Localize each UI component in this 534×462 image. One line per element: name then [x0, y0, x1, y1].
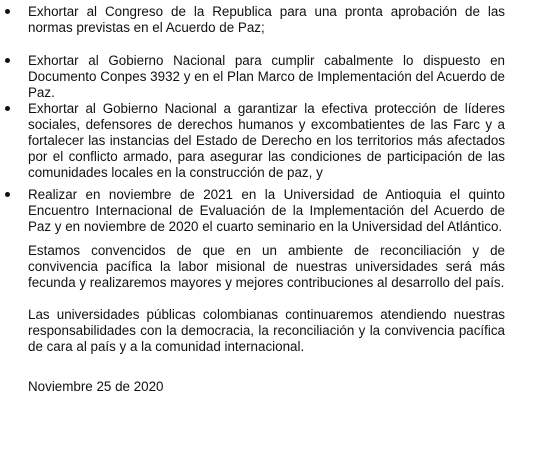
bullet-text: Exhortar al Congreso de la Republica para una pronta aprobación de las normas previstas en el Acuerdo de Paz;: [28, 4, 505, 35]
bullet-text: Exhortar al Gobierno Nacional a garantizar la efectiva protección de líderes sociales, defensores de derechos humanos y excombatientes de las Farc y a fortalecer las instancias del Estado de Derecho en los territorios más afectados por el conflicto armado, para asegurar las condiciones de participación de las comunidades locales en la construcción de paz, y: [28, 101, 505, 180]
reconciliation-paragraph: Estamos convencidos de que en un ambiente de reconciliación y de convivencia pacífica la labor misional de nuestras universidades será más fecunda y realizaremos mayores y mejores contribuciones al desarrollo del país.: [28, 243, 505, 290]
bullet-icon: [5, 192, 10, 197]
bullet-text: Exhortar al Gobierno Nacional para cumplir cabalmente lo dispuesto en Documento Conpes 3932 y en el Plan Marco de Implementación del Acuerdo de Paz.: [28, 53, 505, 100]
document-date: Noviembre 25 de 2020: [28, 379, 164, 394]
bullet-icon: [5, 58, 10, 63]
bullet-icon: [5, 9, 10, 14]
bullet-icon: [5, 106, 10, 111]
bullet-text: Realizar en noviembre de 2021 en la Universidad de Antioquia el quinto Encuentro Internacional de Evaluación de la Implementación del Acuerdo de Paz y en noviembre de 2020 el cuarto seminario en la Universidad del Atlántico.: [28, 187, 505, 234]
commitment-paragraph: Las universidades públicas colombianas continuaremos atendiendo nuestras responsabilidades con la democracia, la reconciliación y la convivencia pacífica de cara al país y a la comunidad internacional.: [28, 307, 505, 354]
